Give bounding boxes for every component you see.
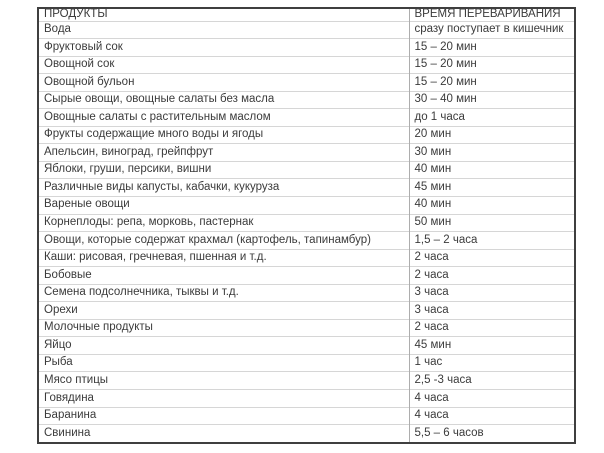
time-cell: 3 часа bbox=[409, 284, 575, 302]
product-cell: Молочные продукты bbox=[38, 319, 409, 337]
table-row bbox=[38, 179, 575, 197]
table-row bbox=[38, 284, 575, 302]
time-cell: 50 мин bbox=[409, 214, 575, 232]
table-row bbox=[38, 232, 575, 250]
column-header-time: ВРЕМЯ ПЕРЕВАРИВАНИЯ bbox=[409, 8, 575, 21]
column-header-products: ПРОДУКТЫ bbox=[44, 8, 108, 20]
product-cell: Яблоки, груши, персики, вишни bbox=[38, 161, 409, 179]
time-cell: 2 часа bbox=[409, 319, 575, 337]
time-cell: 30 мин bbox=[409, 144, 575, 162]
table-row bbox=[38, 74, 575, 92]
table-row bbox=[38, 56, 575, 74]
time-cell: 45 мин bbox=[409, 179, 575, 197]
table-row bbox=[38, 109, 575, 127]
time-cell: 45 мин bbox=[409, 337, 575, 355]
time-cell: 2 часа bbox=[409, 267, 575, 285]
product-cell: Яйцо bbox=[38, 337, 409, 355]
product-cell: Корнеплоды: репа, морковь, пастернак bbox=[38, 214, 409, 232]
table-row bbox=[38, 407, 575, 425]
time-cell: 2,5 -3 часа bbox=[409, 372, 575, 390]
header-row bbox=[38, 8, 575, 21]
digestion-time-table bbox=[37, 7, 576, 444]
product-cell: Фрукты содержащие много воды и ягоды bbox=[38, 126, 409, 144]
product-cell: Рыба bbox=[38, 354, 409, 372]
product-cell: Каши: рисовая, гречневая, пшенная и т.д. bbox=[38, 249, 409, 267]
table-row bbox=[38, 319, 575, 337]
product-cell: Свинина bbox=[38, 425, 409, 443]
table-body bbox=[38, 21, 575, 443]
product-cell: Фруктовый сок bbox=[38, 39, 409, 57]
product-cell: Баранина bbox=[38, 407, 409, 425]
product-cell: Орехи bbox=[38, 302, 409, 320]
table-row bbox=[38, 354, 575, 372]
table-row bbox=[38, 425, 575, 443]
product-cell: Овощные салаты с растительным маслом bbox=[38, 109, 409, 127]
table-row bbox=[38, 196, 575, 214]
time-cell: 3 часа bbox=[409, 302, 575, 320]
product-cell: Овощной сок bbox=[38, 56, 409, 74]
time-cell: 15 – 20 мин bbox=[409, 39, 575, 57]
product-cell: Овощи, которые содержат крахмал (картофель, тапинамбур) bbox=[38, 232, 409, 250]
time-cell: 2 часа bbox=[409, 249, 575, 267]
time-cell: до 1 часа bbox=[409, 109, 575, 127]
product-cell: Сырые овощи, овощные салаты без масла bbox=[38, 91, 409, 109]
time-cell: 15 – 20 мин bbox=[409, 74, 575, 92]
time-cell: 4 часа bbox=[409, 407, 575, 425]
table-row bbox=[38, 302, 575, 320]
table-row bbox=[38, 372, 575, 390]
table-row bbox=[38, 126, 575, 144]
product-cell: Различные виды капусты, кабачки, кукуруза bbox=[38, 179, 409, 197]
table-row bbox=[38, 214, 575, 232]
table-row bbox=[38, 21, 575, 39]
time-cell: 15 – 20 мин bbox=[409, 56, 575, 74]
table-row bbox=[38, 91, 575, 109]
product-cell: Апельсин, виноград, грейпфрут bbox=[38, 144, 409, 162]
time-cell: 5,5 – 6 часов bbox=[409, 425, 575, 443]
product-cell: Вареные овощи bbox=[38, 196, 409, 214]
table-row bbox=[38, 39, 575, 57]
time-cell: 4 часа bbox=[409, 389, 575, 407]
product-cell: Бобовые bbox=[38, 267, 409, 285]
table-row bbox=[38, 337, 575, 355]
table-row bbox=[38, 161, 575, 179]
product-cell: Вода bbox=[38, 21, 409, 39]
product-cell: Овощной бульон bbox=[38, 74, 409, 92]
time-cell: 30 – 40 мин bbox=[409, 91, 575, 109]
table-row bbox=[38, 144, 575, 162]
table-row bbox=[38, 267, 575, 285]
time-cell: 40 мин bbox=[409, 196, 575, 214]
product-cell: Мясо птицы bbox=[38, 372, 409, 390]
time-cell: сразу поступает в кишечник bbox=[409, 21, 575, 39]
time-cell: 20 мин bbox=[409, 126, 575, 144]
time-cell: 1,5 – 2 часа bbox=[409, 232, 575, 250]
table-row bbox=[38, 249, 575, 267]
product-cell: Говядина bbox=[38, 389, 409, 407]
time-cell: 1 час bbox=[409, 354, 575, 372]
table-row bbox=[38, 389, 575, 407]
time-cell: 40 мин bbox=[409, 161, 575, 179]
product-cell: Семена подсолнечника, тыквы и т.д. bbox=[38, 284, 409, 302]
